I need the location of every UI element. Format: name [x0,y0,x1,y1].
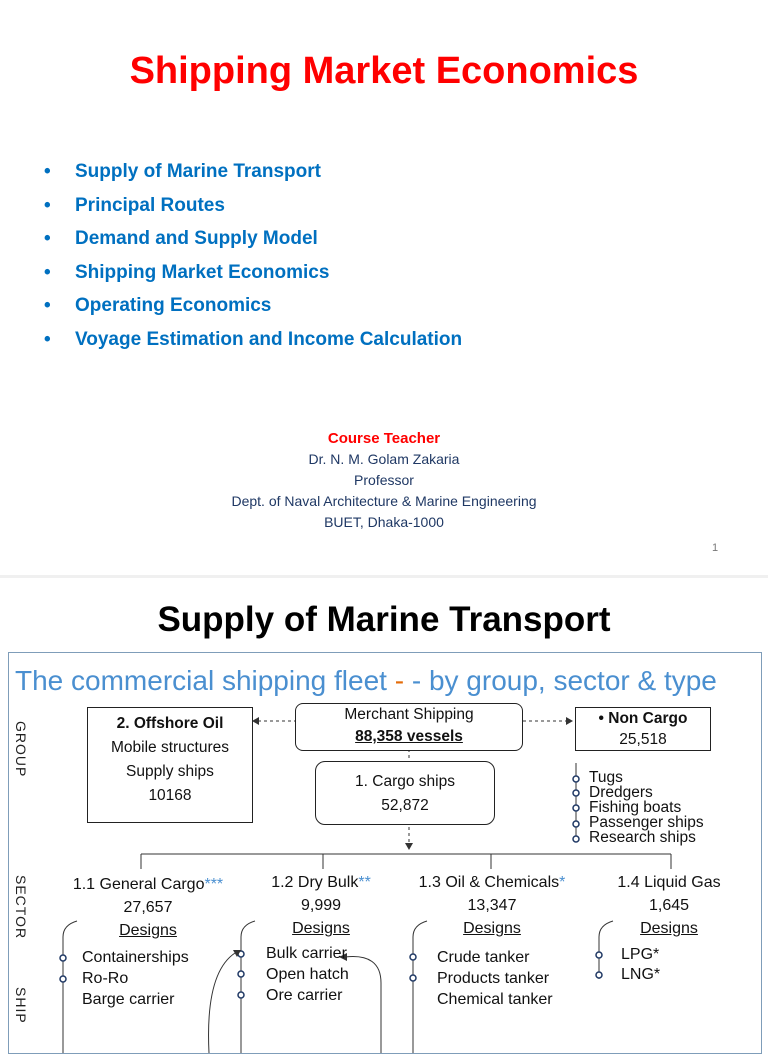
list-item: LPG* [621,946,660,963]
bullet-dot: • [44,328,51,350]
design-bracket [241,921,255,1053]
list-item-label: Demand and Supply Model [75,228,318,250]
merchant-shipping-box [295,703,523,751]
tree-node [573,776,579,782]
design-bracket [413,921,427,1053]
dry-bulk-designs [266,943,349,1006]
list-item [44,158,462,192]
transfer-arrow [345,957,381,1053]
merchant-value: 88,358 vessels [355,728,463,745]
tree-node [573,790,579,796]
list-item-label: Supply of Marine Transport [75,161,321,182]
list-item: Passenger ships [589,814,704,831]
list-item: Ro-Ro [82,970,129,987]
tree-node [238,971,244,977]
sector-liquid-gas [609,871,729,940]
transfer-arrow [209,953,235,1053]
page-number: 1 [712,542,719,554]
list-item: Barge carrier [82,991,175,1008]
diagram-title-rest: - by group, sector & type [404,665,717,696]
side-label-ship: SHIP [13,987,29,1024]
diagram-title-dash: - [386,665,405,696]
sector-value: 13,347 [467,897,517,914]
sector-value: 27,657 [123,899,173,916]
sector-stars: *** [204,876,224,893]
slide-title: Shipping Market Economics [129,50,639,92]
teacher-title: Professor [354,472,414,488]
offshore-line-2: Supply ships [126,763,214,780]
teacher-university: BUET, Dhaka-1000 [324,514,444,530]
offshore-oil-box [87,707,253,823]
sector-name: 1.2 Dry Bulk [271,874,359,891]
tree-node [238,992,244,998]
offshore-title: 2. Offshore Oil [116,715,224,732]
tree-node [60,955,66,961]
tree-node [410,975,416,981]
tree-node [410,954,416,960]
arrow-head [405,843,413,850]
course-teacher-block [0,428,768,533]
sector-dry-bulk [257,871,385,940]
list-item [44,192,462,226]
diagram-title-main: The commercial shipping fleet [15,665,387,696]
noncargo-list [589,770,704,845]
list-item: Ore carrier [266,987,343,1004]
fleet-diagram [8,652,762,1054]
topic-list [44,158,462,360]
slide-2 [0,578,768,1024]
list-item-label: Operating Economics [75,295,272,317]
bullet-dot: • [44,295,51,317]
sector-stars: * [559,874,566,891]
teacher-name: Dr. N. M. Golam Zakaria [308,451,460,467]
tree-node [60,976,66,982]
sector-name: 1.1 General Cargo [72,876,205,893]
side-label-sector: SECTOR [13,875,29,940]
list-item: Tugs [589,769,623,786]
tree-node [596,952,602,958]
list-item: LNG* [621,966,661,983]
bullet-dot: • [44,161,51,182]
arrow-head [566,717,573,725]
slide-title: Supply of Marine Transport [157,600,611,639]
teacher-department: Dept. of Naval Architecture & Marine Engineering [231,493,537,509]
list-item: Fishing boats [589,799,682,816]
designs-label: Designs [640,920,698,937]
list-item-label: Voyage Estimation and Income Calculation [75,328,463,350]
sector-value: 9,999 [300,897,342,914]
sector-value: 1,645 [648,897,690,914]
offshore-value: 10168 [148,787,192,804]
list-item-label: Shipping Market Economics [75,261,330,283]
sector-stars: ** [358,874,371,891]
offshore-line-1: Mobile structures [110,739,229,756]
tree-node [573,821,579,827]
sector-name: 1.3 Oil & Chemicals [418,874,560,891]
course-teacher-label: Course Teacher [327,430,441,447]
list-item [44,259,462,293]
bullet-dot: • [44,228,51,250]
tree-node [573,805,579,811]
list-item: Crude tanker [437,949,530,966]
general-cargo-designs [82,947,189,1010]
list-item: Open hatch [266,966,349,983]
sector-name: 1.4 Liquid Gas [617,874,721,891]
sector-general-cargo [69,873,227,942]
list-item: Chemical tanker [437,991,553,1008]
list-item-label: Principal Routes [75,194,225,216]
non-cargo-box [575,707,711,751]
list-item [44,225,462,259]
list-item: Products tanker [437,970,550,987]
list-item: Dredgers [589,784,653,801]
sector-oil-chemicals [413,871,571,940]
designs-label: Designs [463,920,521,937]
designs-label: Designs [292,920,350,937]
arrow-head [252,717,259,725]
cargo-ships-box [315,761,495,825]
side-label-group: GROUP [13,721,29,778]
list-item: Bulk carrier [266,945,347,962]
noncargo-value: 25,518 [619,731,667,748]
liquid-gas-designs [621,945,660,985]
tree-node [596,972,602,978]
designs-label: Designs [119,922,177,939]
oil-chemicals-designs [437,947,553,1010]
noncargo-title: • Non Cargo [598,710,688,727]
list-item: Containerships [82,949,189,966]
bullet-dot: • [44,194,51,216]
list-item [44,326,462,360]
list-item [44,292,462,326]
bullet-dot: • [44,261,51,283]
merchant-title: Merchant Shipping [344,706,474,723]
list-item: Research ships [589,829,696,846]
cargo-title: 1. Cargo ships [355,773,455,790]
cargo-value: 52,872 [381,797,429,814]
tree-node [573,836,579,842]
